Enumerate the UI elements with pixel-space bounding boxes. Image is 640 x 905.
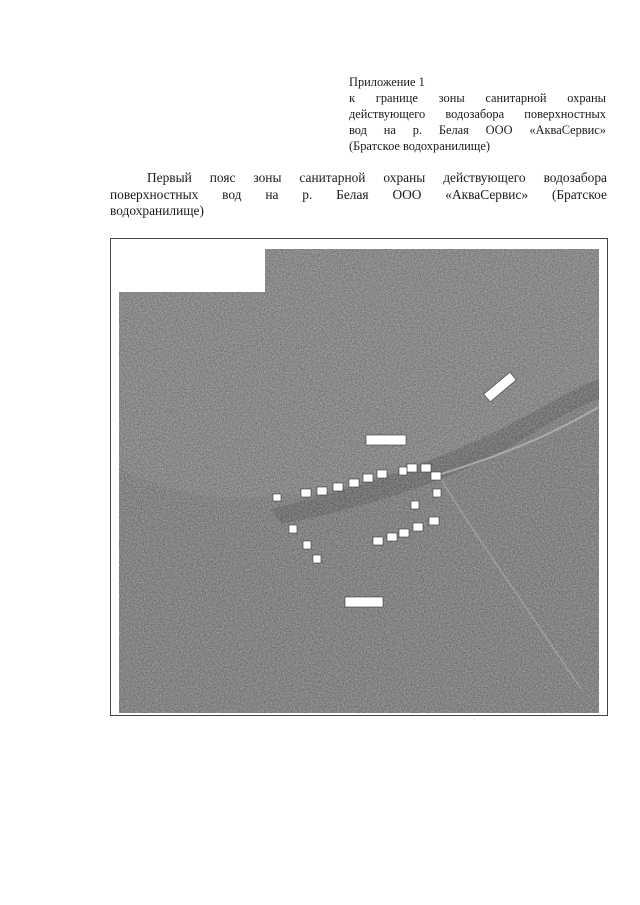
map-label-box (373, 537, 383, 545)
map-label-box (407, 464, 417, 472)
map-label-box (411, 501, 419, 509)
sanitary-zone-map (110, 238, 608, 716)
appendix-line: вод на р. Белая ООО «АкваСервис» (349, 123, 606, 137)
map-label-box (349, 479, 359, 487)
title-line: поверхностных вод на р. Белая ООО «АкваСервис» (Братское (110, 186, 607, 202)
map-label-box (399, 467, 407, 475)
map-label-box (313, 555, 321, 563)
appendix-caption (349, 74, 606, 154)
map-label-box (399, 529, 409, 537)
title-line: Первый пояс зоны санитарной охраны действующего водозабора (147, 170, 607, 185)
map-label-box (333, 483, 343, 491)
map-label-box (421, 464, 431, 472)
map-label-box (413, 523, 423, 531)
map-label-box (317, 487, 327, 495)
appendix-line: (Братское водохранилище) (349, 139, 490, 153)
map-label-box (431, 472, 441, 480)
appendix-line: действующего водозабора поверхностных (349, 107, 606, 121)
map-label-box (387, 533, 397, 541)
map-label-box (345, 597, 383, 607)
title-line: водохранилище) (110, 203, 204, 218)
map-label-box (363, 474, 373, 482)
map-label-box (303, 541, 311, 549)
document-title (110, 170, 607, 220)
map-label-box (433, 489, 441, 497)
map-image (111, 239, 607, 715)
map-label-box (273, 494, 281, 501)
map-label-box (366, 435, 406, 445)
map-label-box (377, 470, 387, 478)
map-label-box (289, 525, 297, 533)
appendix-line: к границе зоны санитарной охраны (349, 91, 606, 105)
map-inset-blank (119, 249, 265, 292)
appendix-number: Приложение 1 (349, 75, 425, 89)
map-label-box (301, 489, 311, 497)
map-label-box (429, 517, 439, 525)
